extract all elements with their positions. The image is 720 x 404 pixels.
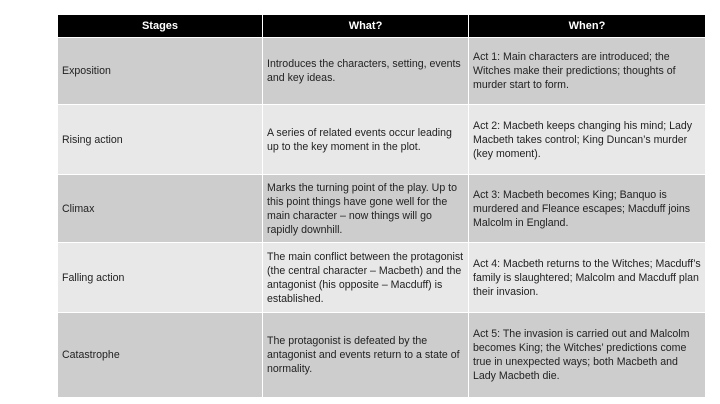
what-cell: The main conflict between the protagonist (the central character – Macbeth) and the antagonist (his opposite – Macduff) is established. — [263, 243, 469, 313]
what-cell: A series of related events occur leading up to the key moment in the plot. — [263, 105, 469, 175]
stage-cell: Exposition — [58, 38, 263, 105]
stage-cell: Catastrophe — [58, 313, 263, 398]
stage-cell: Rising action — [58, 105, 263, 175]
header-stages: Stages — [58, 15, 263, 38]
table-row — [58, 313, 706, 398]
what-cell: Introduces the characters, setting, events and key ideas. — [263, 38, 469, 105]
when-cell: Act 3: Macbeth becomes King; Banquo is murdered and Fleance escapes; Macduff joins Malcolm in England. — [469, 175, 706, 243]
stage-cell: Falling action — [58, 243, 263, 313]
what-cell: Marks the turning point of the play. Up to this point things have gone well for the main character – now things will go rapidly downhill. — [263, 175, 469, 243]
table-row — [58, 105, 706, 175]
when-cell: Act 1: Main characters are introduced; the Witches make their predictions; thoughts of murder start to form. — [469, 38, 706, 105]
header-when: When? — [469, 15, 706, 38]
table-row — [58, 38, 706, 105]
stages-table — [57, 14, 706, 398]
table-row — [58, 175, 706, 243]
header-what: What? — [263, 15, 469, 38]
table-row — [58, 243, 706, 313]
what-cell: The protagonist is defeated by the antagonist and events return to a state of normality. — [263, 313, 469, 398]
stage-cell: Climax — [58, 175, 263, 243]
when-cell: Act 5: The invasion is carried out and Malcolm becomes King; the Witches’ predictions come true in unexpected ways; both Macbeth and Lady Macbeth die. — [469, 313, 706, 398]
when-cell: Act 2: Macbeth keeps changing his mind; Lady Macbeth takes control; King Duncan’s murder (key moment). — [469, 105, 706, 175]
table-header-row — [58, 15, 706, 38]
when-cell: Act 4: Macbeth returns to the Witches; Macduff’s family is slaughtered; Malcolm and Macduff plan their invasion. — [469, 243, 706, 313]
